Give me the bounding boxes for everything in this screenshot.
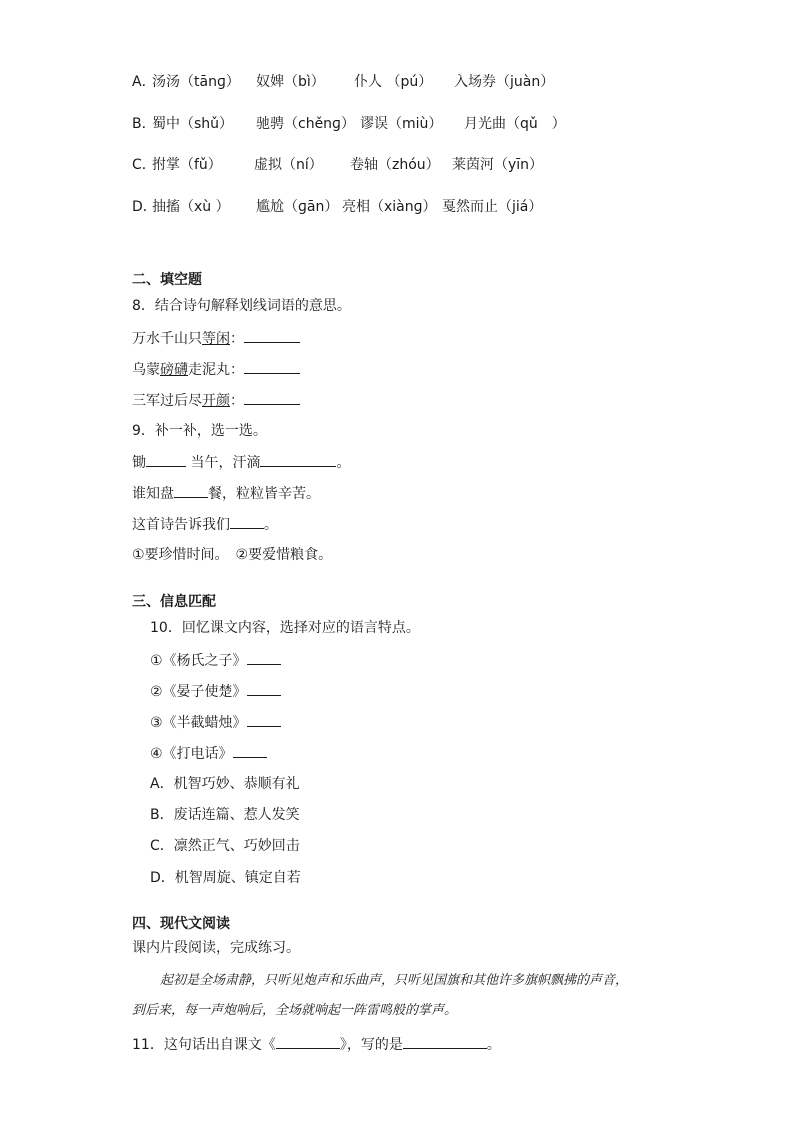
underlined-word: 等闲 [202, 331, 230, 347]
answer-blank[interactable] [247, 650, 281, 665]
answer-blank[interactable] [247, 681, 281, 696]
q9-text: 餐，粒粒皆辛苦。 [208, 486, 320, 502]
answer-blank[interactable] [146, 452, 186, 467]
option-label: B． [132, 116, 156, 132]
q10-item [150, 743, 267, 764]
q11 [132, 1034, 501, 1055]
option-item: 拊掌（fǔ） [152, 157, 222, 173]
q10-item [150, 650, 281, 671]
q8-text-post: ： [230, 393, 244, 409]
q9-text: 这首诗告诉我们 [132, 517, 230, 533]
option-item: 莱茵河（yīn） [452, 157, 544, 173]
underlined-word: 磅礴 [160, 362, 188, 378]
option-label: C． [132, 157, 156, 173]
answer-blank[interactable] [276, 1034, 340, 1049]
reading-intro: 课内片段阅读，完成练习。 [132, 940, 300, 956]
option-item: 戛然而止（jiá） [442, 199, 543, 215]
answer-blank[interactable] [174, 483, 208, 498]
q10-option: D．机智周旋、镇定自若 [150, 870, 301, 886]
option-label: A． [132, 74, 156, 90]
option-item: 谬误（miù） [360, 116, 443, 132]
q8-line-1 [132, 328, 300, 349]
q10-item [150, 681, 281, 702]
q11-text: 。 [486, 1037, 501, 1053]
option-item: 驰骋（chěnɡ） [256, 116, 355, 132]
q10-item-text: ①《杨氏之子》 [150, 653, 247, 669]
option-item: 仆人 （pú） [354, 74, 433, 90]
option-item: 月光曲（qǔ ） [464, 116, 566, 132]
q8-text-pre: 三军过后尽 [132, 393, 202, 409]
option-item: 汤汤（tānɡ） [152, 74, 240, 90]
q8-text-pre: 万水千山只 [132, 331, 202, 347]
q9-choices: ①要珍惜时间。 ②要爱惜粮食。 [132, 547, 333, 563]
option-item: 尴尬（ɡān） [256, 199, 339, 215]
q9-stem: 9．补一补，选一选。 [132, 423, 267, 439]
option-item: 蜀中（shǔ） [152, 116, 234, 132]
q9-line-3 [132, 514, 278, 535]
q8-text-post: ： [230, 331, 244, 347]
q9-text: 当午，汗滴 [186, 455, 261, 471]
q10-option: A．机智巧妙、恭顺有礼 [150, 776, 300, 792]
q9-text: 锄 [132, 455, 146, 471]
answer-blank[interactable] [244, 359, 300, 374]
q11-text: 11．这句话出自课文《 [132, 1037, 276, 1053]
q11-text: 》，写的是 [339, 1037, 403, 1053]
q8-text-post: 走泥丸： [188, 362, 244, 378]
q10-item-text: ③《半截蜡烛》 [150, 715, 247, 731]
q8-line-3 [132, 390, 300, 411]
section-title-reading: 四、现代文阅读 [132, 916, 230, 932]
q8-line-2 [132, 359, 300, 380]
q10-option: C．凛然正气、巧妙回击 [150, 838, 300, 854]
underlined-word: 开颜 [202, 393, 230, 409]
q9-line-1 [132, 452, 350, 473]
answer-blank[interactable] [260, 452, 336, 467]
option-label: D． [132, 199, 157, 215]
section-title-fill-in: 二、填空题 [132, 272, 202, 288]
option-item: 抽搐（xù ） [152, 199, 230, 215]
option-item: 卷轴（zhóu） [350, 157, 440, 173]
answer-blank[interactable] [230, 514, 264, 529]
q10-option: B．废话连篇、惹人发笑 [150, 807, 300, 823]
q8-stem: 8．结合诗句解释划线词语的意思。 [132, 298, 351, 314]
option-item: 入场券（juàn） [454, 74, 555, 90]
q10-item-text: ④《打电话》 [150, 746, 233, 762]
q9-text: 。 [336, 455, 351, 471]
q10-item [150, 712, 281, 733]
option-item: 虚拟（ní） [254, 157, 323, 173]
answer-blank[interactable] [403, 1034, 487, 1049]
q9-text: 。 [264, 517, 278, 533]
reading-passage [132, 966, 672, 1026]
passage-line: 起初是全场肃静，只听见炮声和乐曲声，只听见国旗和其他许多旗帜飘拂的声音， [160, 973, 629, 988]
option-item: 奴婢（bì） [256, 74, 325, 90]
q8-text-pre: 乌蒙 [132, 362, 160, 378]
answer-blank[interactable] [233, 743, 267, 758]
section-title-matching: 三、信息匹配 [132, 594, 216, 610]
passage-line: 到后来，每一声炮响后，全场就响起一阵雷鸣般的掌声。 [132, 1003, 458, 1018]
option-item: 亮相（xiànɡ） [342, 199, 437, 215]
answer-blank[interactable] [244, 390, 300, 405]
answer-blank[interactable] [247, 712, 281, 727]
q9-text: 谁知盘 [132, 486, 174, 502]
q9-line-2 [132, 483, 320, 504]
answer-blank[interactable] [244, 328, 300, 343]
q10-stem: 10．回忆课文内容，选择对应的语言特点。 [150, 620, 420, 636]
q10-item-text: ②《晏子使楚》 [150, 684, 247, 700]
